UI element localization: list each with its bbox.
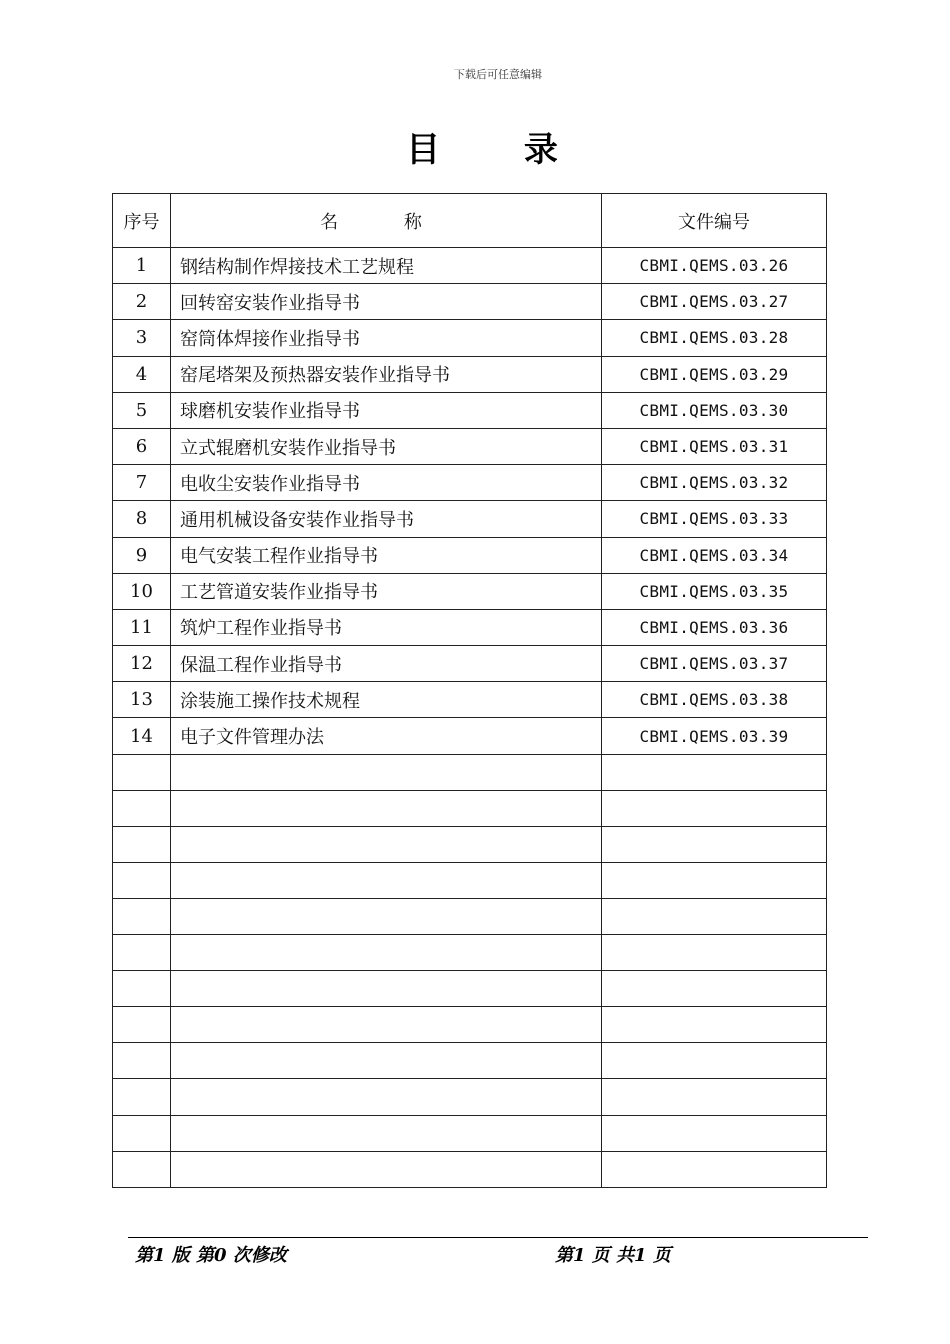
empty-cell bbox=[113, 1043, 171, 1079]
empty-row bbox=[113, 826, 827, 862]
empty-cell bbox=[602, 899, 827, 935]
empty-row bbox=[113, 899, 827, 935]
empty-cell bbox=[171, 826, 602, 862]
row-code: CBMI.QEMS.03.27 bbox=[602, 284, 827, 320]
empty-cell bbox=[602, 1079, 827, 1115]
footer-divider bbox=[128, 1237, 868, 1238]
row-num: 8 bbox=[113, 501, 171, 537]
empty-cell bbox=[602, 1151, 827, 1187]
row-num: 6 bbox=[113, 428, 171, 464]
table-row bbox=[113, 356, 827, 392]
header-note: 下载后可任意编辑 bbox=[454, 68, 542, 81]
empty-cell bbox=[113, 935, 171, 971]
empty-cell bbox=[113, 826, 171, 862]
row-code: CBMI.QEMS.03.38 bbox=[602, 682, 827, 718]
row-name: 保温工程作业指导书 bbox=[171, 646, 602, 682]
row-num: 13 bbox=[113, 682, 171, 718]
row-code: CBMI.QEMS.03.35 bbox=[602, 573, 827, 609]
empty-cell bbox=[113, 754, 171, 790]
empty-cell bbox=[113, 1151, 171, 1187]
row-code: CBMI.QEMS.03.28 bbox=[602, 320, 827, 356]
table-row bbox=[113, 392, 827, 428]
empty-cell bbox=[171, 935, 602, 971]
header-code: 文件编号 bbox=[602, 194, 827, 248]
row-name: 窑筒体焊接作业指导书 bbox=[171, 320, 602, 356]
empty-cell bbox=[602, 754, 827, 790]
table-row bbox=[113, 501, 827, 537]
empty-row bbox=[113, 1115, 827, 1151]
header-name: 名 称 bbox=[171, 194, 602, 248]
empty-row bbox=[113, 1079, 827, 1115]
row-code: CBMI.QEMS.03.26 bbox=[602, 248, 827, 284]
table-row bbox=[113, 646, 827, 682]
empty-row bbox=[113, 971, 827, 1007]
row-num: 9 bbox=[113, 537, 171, 573]
empty-cell bbox=[171, 754, 602, 790]
empty-cell bbox=[602, 790, 827, 826]
empty-cell bbox=[171, 1007, 602, 1043]
empty-cell bbox=[602, 1115, 827, 1151]
row-name: 回转窑安装作业指导书 bbox=[171, 284, 602, 320]
row-code: CBMI.QEMS.03.30 bbox=[602, 392, 827, 428]
row-num: 14 bbox=[113, 718, 171, 754]
row-num: 3 bbox=[113, 320, 171, 356]
empty-cell bbox=[171, 790, 602, 826]
empty-cell bbox=[113, 862, 171, 898]
empty-cell bbox=[171, 1115, 602, 1151]
row-num: 1 bbox=[113, 248, 171, 284]
empty-cell bbox=[602, 862, 827, 898]
row-code: CBMI.QEMS.03.33 bbox=[602, 501, 827, 537]
empty-cell bbox=[171, 862, 602, 898]
row-code: CBMI.QEMS.03.39 bbox=[602, 718, 827, 754]
empty-cell bbox=[602, 971, 827, 1007]
row-name: 工艺管道安装作业指导书 bbox=[171, 573, 602, 609]
empty-cell bbox=[113, 790, 171, 826]
table-row bbox=[113, 609, 827, 645]
row-num: 4 bbox=[113, 356, 171, 392]
empty-row bbox=[113, 1007, 827, 1043]
toc-table bbox=[112, 193, 827, 1188]
row-num: 12 bbox=[113, 646, 171, 682]
empty-row bbox=[113, 935, 827, 971]
row-num: 10 bbox=[113, 573, 171, 609]
table-row bbox=[113, 428, 827, 464]
empty-row bbox=[113, 862, 827, 898]
empty-cell bbox=[171, 1079, 602, 1115]
empty-row bbox=[113, 1043, 827, 1079]
row-name: 电子文件管理办法 bbox=[171, 718, 602, 754]
row-name: 窑尾塔架及预热器安装作业指导书 bbox=[171, 356, 602, 392]
row-code: CBMI.QEMS.03.31 bbox=[602, 428, 827, 464]
row-name: 电收尘安装作业指导书 bbox=[171, 465, 602, 501]
row-num: 7 bbox=[113, 465, 171, 501]
table-row bbox=[113, 465, 827, 501]
empty-cell bbox=[602, 1007, 827, 1043]
row-code: CBMI.QEMS.03.36 bbox=[602, 609, 827, 645]
row-num: 11 bbox=[113, 609, 171, 645]
empty-cell bbox=[113, 971, 171, 1007]
row-num: 5 bbox=[113, 392, 171, 428]
empty-row bbox=[113, 790, 827, 826]
empty-row bbox=[113, 754, 827, 790]
row-code: CBMI.QEMS.03.34 bbox=[602, 537, 827, 573]
empty-cell bbox=[171, 1043, 602, 1079]
table-row bbox=[113, 320, 827, 356]
table-row bbox=[113, 248, 827, 284]
empty-cell bbox=[113, 1079, 171, 1115]
row-name: 筑炉工程作业指导书 bbox=[171, 609, 602, 645]
table-row bbox=[113, 718, 827, 754]
row-code: CBMI.QEMS.03.37 bbox=[602, 646, 827, 682]
row-name: 通用机械设备安装作业指导书 bbox=[171, 501, 602, 537]
empty-cell bbox=[602, 935, 827, 971]
row-code: CBMI.QEMS.03.32 bbox=[602, 465, 827, 501]
empty-cell bbox=[113, 1115, 171, 1151]
empty-cell bbox=[171, 971, 602, 1007]
row-name: 钢结构制作焊接技术工艺规程 bbox=[171, 248, 602, 284]
empty-cell bbox=[171, 1151, 602, 1187]
empty-row bbox=[113, 1151, 827, 1187]
row-name: 立式辊磨机安装作业指导书 bbox=[171, 428, 602, 464]
row-name: 涂装施工操作技术规程 bbox=[171, 682, 602, 718]
table-header-row bbox=[113, 194, 827, 248]
table-row bbox=[113, 682, 827, 718]
header-num: 序号 bbox=[113, 194, 171, 248]
row-num: 2 bbox=[113, 284, 171, 320]
empty-cell bbox=[602, 1043, 827, 1079]
empty-cell bbox=[171, 899, 602, 935]
footer-revision: 第1 版 第0 次修改 bbox=[135, 1245, 287, 1266]
empty-cell bbox=[113, 1007, 171, 1043]
table-row bbox=[113, 573, 827, 609]
table-row bbox=[113, 537, 827, 573]
footer-page-number: 第1 页 共1 页 bbox=[555, 1245, 671, 1266]
empty-cell bbox=[602, 826, 827, 862]
table-row bbox=[113, 284, 827, 320]
row-name: 电气安装工程作业指导书 bbox=[171, 537, 602, 573]
page-title: 目 录 bbox=[406, 130, 594, 170]
row-name: 球磨机安装作业指导书 bbox=[171, 392, 602, 428]
row-code: CBMI.QEMS.03.29 bbox=[602, 356, 827, 392]
empty-cell bbox=[113, 899, 171, 935]
